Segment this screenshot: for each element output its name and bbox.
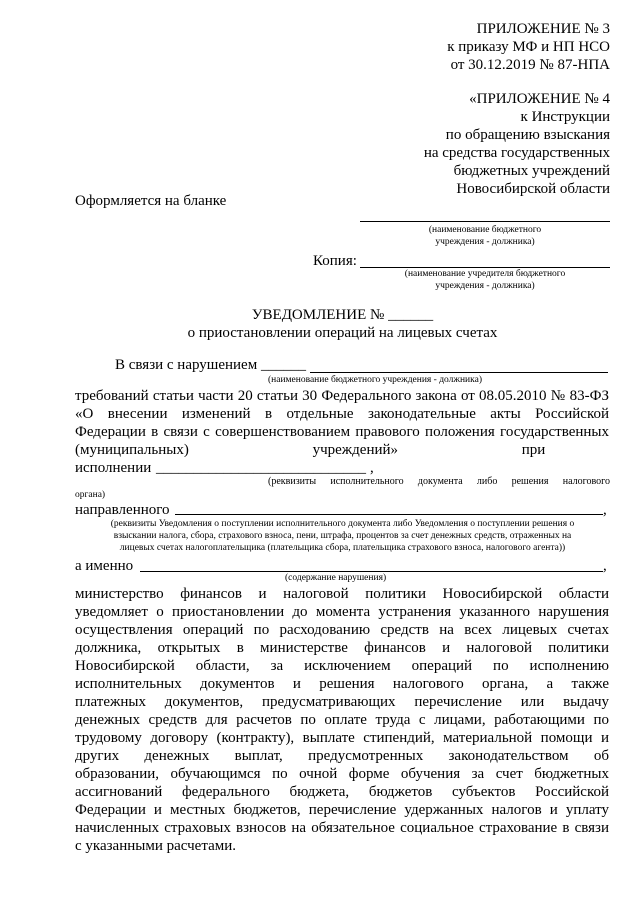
- sent-caption: лицевых счетах налогоплательщика (плательщика сбора, плательщика страхового взноса, налогового агента)): [119, 543, 566, 553]
- namely-label: а именно: [75, 558, 134, 574]
- appendix3-title: ПРИЛОЖЕНИЕ № 3: [476, 21, 610, 37]
- requirements-line: «О внесении изменений в отдельные законодательные акты Российской: [75, 406, 609, 422]
- blank-note: Оформляется на бланке: [75, 193, 227, 209]
- appendix4-title: «ПРИЛОЖЕНИЕ № 4: [469, 91, 610, 107]
- appendix4-line: Новосибирской области: [456, 181, 610, 197]
- body-line: исполнительных документов и решения налогового органа, а также: [75, 676, 609, 692]
- sent-label: направленного: [75, 502, 170, 518]
- body-line: министерство финансов и налоговой политики Новосибирской области: [75, 586, 609, 602]
- execution-comma: ,: [370, 460, 374, 476]
- namely-caption: (содержание нарушения): [285, 573, 387, 583]
- body-last-line: с указанными расчетами.: [75, 838, 236, 854]
- appendix4-line: на средства государственных: [423, 145, 610, 161]
- requirements-line: (муниципальных) учреждений» при: [75, 442, 546, 458]
- addressee-caption: (наименование бюджетного: [428, 225, 542, 235]
- body-line: ассигнований федерального бюджета, бюджетов субъектов Российской: [75, 784, 609, 800]
- notice-title: УВЕДОМЛЕНИЕ № ______: [251, 307, 434, 323]
- body-line: платежных документов, предусматривающих перечисление или выдачу: [75, 694, 609, 710]
- body-line: должника, открытых в министерстве финансов и налоговой политики: [75, 640, 609, 656]
- body-line: образовании, обучающимся по очной форме обучения за счет бюджетных: [75, 766, 609, 782]
- appendix4-line: к Инструкции: [520, 109, 610, 125]
- appendix4-line: бюджетных учреждений: [453, 163, 610, 179]
- requirements-line: требований статьи части 20 статьи 30 Федерального закона от 08.05.2010 № 83-ФЗ: [75, 388, 609, 404]
- violation-lead: В связи с нарушением ______: [115, 357, 306, 373]
- violation-line: [310, 372, 608, 373]
- execution-caption: (реквизиты исполнительного документа либо решения налогового: [268, 476, 610, 487]
- violation-caption: (наименование бюджетного учреждения - должника): [268, 375, 482, 385]
- copy-caption: учреждения - должника): [435, 281, 535, 291]
- sent-caption: взыскании налога, сбора, страхового взноса, пени, штрафа, процентов за счет денежных средств, отраженных на: [113, 531, 572, 541]
- requirements-line: Федерации в связи с совершенствованием правового положения государственных: [75, 424, 609, 440]
- notice-subtitle: о приостановлении операций на лицевых счетах: [187, 325, 498, 341]
- body-line: Федерации и местных бюджетов, перечисление удержанных налогов и уплату: [75, 802, 609, 818]
- execution-caption: органа): [75, 490, 106, 500]
- appendix3-date: от 30.12.2019 № 87-НПА: [450, 57, 610, 73]
- body-line: других денежных выплат, предусмотренных законодательством об: [75, 748, 609, 764]
- body-line: осуществления операций по расходованию средств на всех лицевых счетах: [75, 622, 609, 638]
- appendix3-order: к приказу МФ и НП НСО: [447, 39, 610, 55]
- sent-caption: (реквизиты Уведомления о поступлении исполнительного документа либо Уведомления о поступлении решения о: [110, 519, 575, 529]
- body-line: денежных средств для расчетов по оплате труда с лицами, работающими по: [75, 712, 609, 728]
- execution-label: исполнении: [75, 460, 152, 476]
- sent-line: [175, 514, 603, 515]
- body-line: трудовому договору (контракту), выплате стипендий, материальной помощи и: [75, 730, 609, 746]
- copy-label: Копия:: [313, 253, 357, 269]
- addressee-caption: учреждения - должника): [435, 237, 535, 247]
- namely-comma: ,: [603, 558, 607, 574]
- sent-comma: ,: [603, 502, 607, 518]
- body-line: уведомляет о приостановлении до момента устранения указанного нарушения: [75, 604, 609, 620]
- body-line: Новосибирской области, за исключением операций по исполнению: [75, 658, 609, 674]
- appendix4-line: по обращению взыскания: [445, 127, 610, 143]
- addressee-line: [360, 221, 610, 222]
- body-line: начисленных страховых взносов на обязательное социальное страхование в связи: [75, 820, 609, 836]
- execution-blank: ____________________________: [156, 460, 366, 476]
- copy-caption: (наименование учредителя бюджетного: [404, 269, 566, 279]
